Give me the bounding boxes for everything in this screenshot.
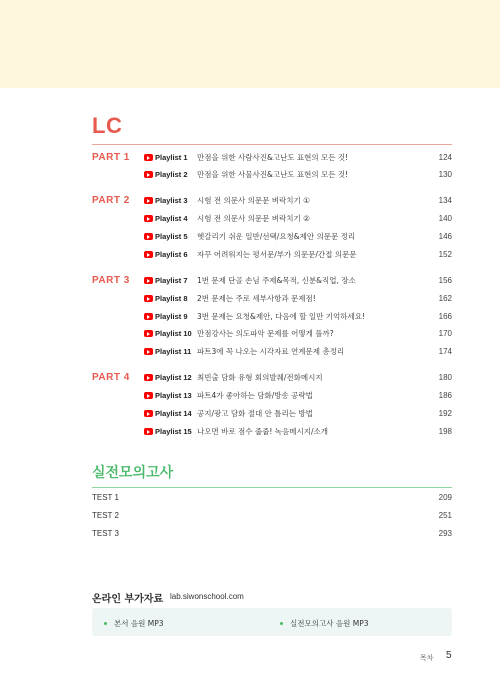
playlist-label: Playlist 12 — [155, 373, 192, 382]
playlist-label: Playlist 15 — [155, 427, 192, 436]
playlist-label: Playlist 5 — [155, 232, 188, 241]
toc-entry-title: 자꾸 어려워지는 평서문/부가 의문문/간접 의문문 — [197, 250, 357, 259]
youtube-play-icon — [144, 428, 153, 435]
test-name: TEST 3 — [92, 529, 119, 538]
part-label: PART 4 — [92, 372, 130, 383]
toc-page-number: 180 — [438, 373, 452, 382]
playlist-label: Playlist 10 — [155, 329, 192, 338]
test-name: TEST 1 — [92, 493, 119, 502]
toc-entry-title: 파트3에 꼭 나오는 시각자료 연계문제 총정리 — [197, 347, 345, 356]
youtube-play-icon — [144, 197, 153, 204]
toc-entry-title: 만점강사는 의도파악 문제를 어떻게 풀까? — [197, 329, 334, 338]
toc-row[interactable] — [142, 293, 452, 307]
toc-page-number: 124 — [438, 153, 452, 162]
toc-entry-title: 1번 문제 단골 손님 주제&목적, 신분&직업, 장소 — [197, 276, 356, 285]
playlist-label: Playlist 11 — [155, 347, 192, 356]
section-title-lc: LC — [92, 113, 123, 138]
test-row[interactable] — [92, 493, 452, 505]
toc-row[interactable] — [142, 372, 452, 386]
test-page-number: 251 — [438, 511, 452, 520]
toc-entry-title: 시험 전 의문사 의문문 벼락치기 ② — [197, 214, 310, 223]
toc-page-number: 186 — [438, 391, 452, 400]
section-divider-lc — [92, 144, 452, 145]
toc-entry-title: 만점을 위한 사람사진&고난도 표현의 모든 것! — [197, 153, 349, 162]
header-band — [0, 0, 500, 88]
playlist-label: Playlist 1 — [155, 153, 188, 162]
youtube-play-icon — [144, 277, 153, 284]
toc-row[interactable] — [142, 328, 452, 342]
toc-page-number: 152 — [438, 250, 452, 259]
youtube-play-icon — [144, 215, 153, 222]
test-page-number: 293 — [438, 529, 452, 538]
test-name: TEST 2 — [92, 511, 119, 520]
toc-row[interactable] — [142, 408, 452, 422]
toc-row[interactable] — [142, 249, 452, 263]
toc-entry-title: 나오면 바로 점수 줍줍! 녹음메시지/소개 — [197, 427, 328, 436]
toc-entry-title: 시험 전 의문사 의문문 벼락치기 ① — [197, 196, 310, 205]
part-label: PART 3 — [92, 275, 130, 286]
playlist-label: Playlist 2 — [155, 170, 188, 179]
test-row[interactable] — [92, 511, 452, 523]
playlist-label: Playlist 6 — [155, 250, 188, 259]
bullet-icon — [280, 622, 283, 625]
playlist-label: Playlist 14 — [155, 409, 192, 418]
playlist-label: Playlist 3 — [155, 196, 188, 205]
toc-entry-title: 2번 문제는 주로 세부사항과 문제점! — [197, 294, 316, 303]
toc-page-number: 162 — [438, 294, 452, 303]
toc-entry-title: 최빈출 담화 유형 회의발췌/전화메시지 — [197, 373, 323, 382]
playlist-label: Playlist 4 — [155, 214, 188, 223]
part-label: PART 2 — [92, 195, 130, 206]
toc-page-number: 140 — [438, 214, 452, 223]
youtube-play-icon — [144, 330, 153, 337]
page-number: 5 — [446, 650, 452, 661]
toc-row[interactable] — [142, 346, 452, 360]
youtube-play-icon — [144, 154, 153, 161]
online-materials-title: 온라인 부가자료 — [92, 594, 164, 605]
toc-entry-title: 만점을 위한 사물사진&고난도 표현의 모든 것! — [197, 170, 349, 179]
toc-row[interactable] — [142, 213, 452, 227]
toc-page-number: 130 — [438, 170, 452, 179]
youtube-play-icon — [144, 410, 153, 417]
toc-page-number: 156 — [438, 276, 452, 285]
playlist-label: Playlist 7 — [155, 276, 188, 285]
bullet-icon — [104, 622, 107, 625]
youtube-play-icon — [144, 374, 153, 381]
youtube-play-icon — [144, 348, 153, 355]
toc-page-number: 134 — [438, 196, 452, 205]
section-title-mock-tests: 실전모의고사 — [92, 465, 174, 481]
part-label: PART 1 — [92, 152, 130, 163]
youtube-play-icon — [144, 251, 153, 258]
toc-row[interactable] — [142, 311, 452, 325]
toc-page-number: 170 — [438, 329, 452, 338]
mp3-item-label: 실전모의고사 음원 MP3 — [290, 619, 369, 628]
mp3-item[interactable] — [280, 618, 369, 629]
toc-entry-title: 파트4가 좋아하는 담화/방송 공략법 — [197, 391, 313, 400]
toc-entry-title: 3번 문제는 요청&제안, 다음에 할 일만 기억하세요! — [197, 312, 365, 321]
youtube-play-icon — [144, 233, 153, 240]
playlist-label: Playlist 8 — [155, 294, 188, 303]
youtube-play-icon — [144, 171, 153, 178]
toc-row[interactable] — [142, 195, 452, 209]
toc-page-number: 198 — [438, 427, 452, 436]
toc-row[interactable] — [142, 169, 452, 183]
toc-page-number: 192 — [438, 409, 452, 418]
playlist-label: Playlist 9 — [155, 312, 188, 321]
toc-page-number: 166 — [438, 312, 452, 321]
toc-page-number: 174 — [438, 347, 452, 356]
toc-entry-title: 공지/광고 담화 절대 안 틀리는 방법 — [197, 409, 313, 418]
toc-row[interactable] — [142, 275, 452, 289]
toc-page-number: 146 — [438, 232, 452, 241]
mp3-item[interactable] — [104, 618, 164, 629]
toc-row[interactable] — [142, 390, 452, 404]
playlist-label: Playlist 13 — [155, 391, 192, 400]
toc-entry-title: 헷갈리기 쉬운 일반/선택/요청&제안 의문문 정리 — [197, 232, 356, 241]
section-divider-mock-tests — [92, 487, 452, 488]
youtube-play-icon — [144, 392, 153, 399]
test-page-number: 209 — [438, 493, 452, 502]
youtube-play-icon — [144, 313, 153, 320]
toc-row[interactable] — [142, 231, 452, 245]
mp3-item-label: 본서 음원 MP3 — [114, 619, 164, 628]
footer-label: 목차 — [420, 654, 434, 662]
online-materials-url[interactable]: lab.siwonschool.com — [170, 592, 244, 601]
toc-row[interactable] — [142, 152, 452, 166]
online-materials-box — [92, 608, 452, 636]
youtube-play-icon — [144, 295, 153, 302]
test-row[interactable] — [92, 529, 452, 541]
toc-row[interactable] — [142, 426, 452, 440]
